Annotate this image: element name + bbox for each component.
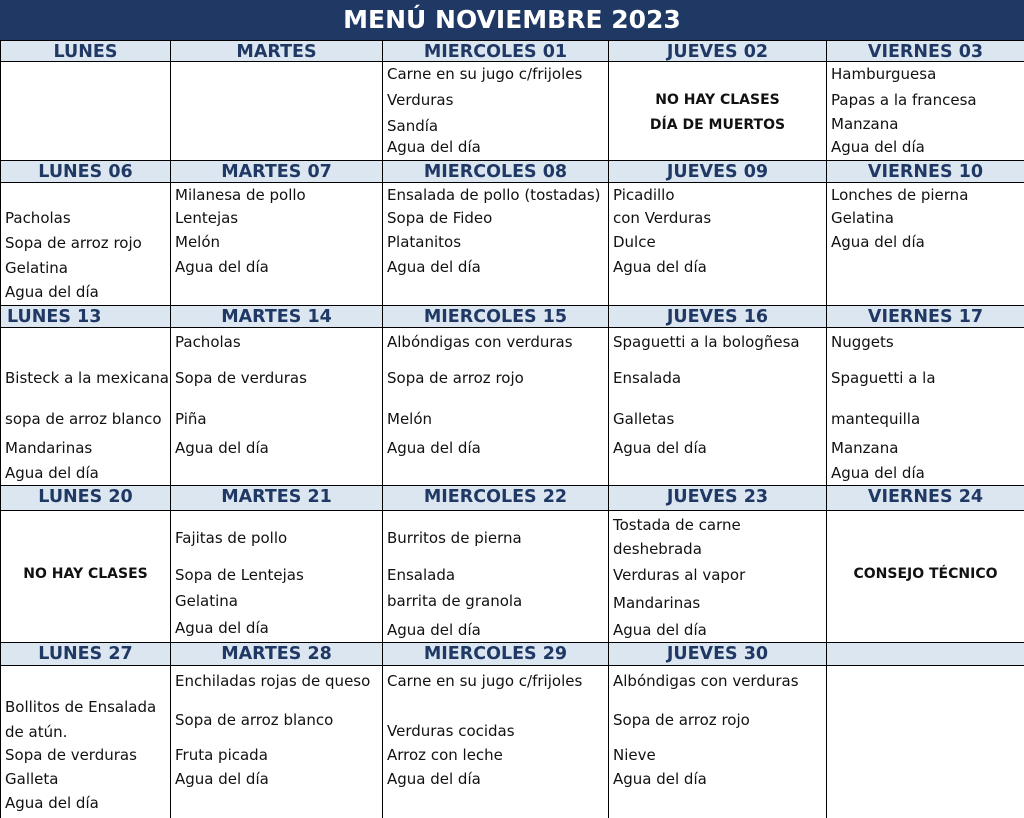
menu-item: Platanitos <box>387 233 462 251</box>
menu-item: Carne en su jugo c/frijoles <box>387 672 583 690</box>
menu-cell-jueves-23 <box>609 511 827 642</box>
menu-item: Agua del día <box>175 619 269 637</box>
menu-item: Bollitos de Ensalada <box>5 698 157 716</box>
menu-cell-lunes-06 <box>1 183 171 305</box>
menu-item: Agua del día <box>5 794 99 812</box>
menu-item: Fruta picada <box>175 746 268 764</box>
menu-item: Papas a la francesa <box>831 91 977 109</box>
menu-item: Sopa de verduras <box>5 746 137 764</box>
menu-cell-viernes-03 <box>827 62 1024 160</box>
menu-cell-jueves-30 <box>609 666 827 818</box>
menu-item: Burritos de pierna <box>387 529 522 547</box>
menu-cell-lunes-20 <box>1 511 171 642</box>
menu-item: Nieve <box>613 746 656 764</box>
menu-cell-viernes-10 <box>827 183 1024 305</box>
menu-item: Picadillo <box>613 186 675 204</box>
day-header: MARTES 14 <box>171 305 383 328</box>
notice-text: DÍA DE MUERTOS <box>649 117 786 133</box>
menu-item: Agua del día <box>175 439 269 457</box>
menu-item: Sopa de arroz rojo <box>613 711 750 729</box>
day-header: LUNES <box>1 40 171 62</box>
menu-cell-jueves-09 <box>609 183 827 305</box>
menu-item: Lentejas <box>175 209 239 227</box>
day-header: JUEVES 23 <box>609 485 827 511</box>
day-header: VIERNES 17 <box>827 305 1024 328</box>
menu-item: Gelatina <box>5 259 68 277</box>
menu-item: Agua del día <box>5 283 99 301</box>
day-header: MIERCOLES 22 <box>383 485 609 511</box>
day-header: MIERCOLES 29 <box>383 642 609 666</box>
notice-text: CONSEJO TÉCNICO <box>853 566 998 582</box>
day-header: VIERNES 24 <box>827 485 1024 511</box>
day-header: LUNES 20 <box>1 485 171 511</box>
menu-item: Verduras al vapor <box>613 566 746 584</box>
menu-item: Ensalada <box>387 566 456 584</box>
menu-cell-viernes-17 <box>827 328 1024 485</box>
menu-item: Agua del día <box>613 770 707 788</box>
day-header: VIERNES 10 <box>827 160 1024 183</box>
menu-item: Spaguetti a la bologñesa <box>613 333 800 351</box>
menu-item: Mandarinas <box>5 439 93 457</box>
day-header: MIERCOLES 08 <box>383 160 609 183</box>
day-header: JUEVES 30 <box>609 642 827 666</box>
menu-cell-miercoles-15 <box>383 328 609 485</box>
menu-item: Dulce <box>613 233 656 251</box>
day-header: MARTES 07 <box>171 160 383 183</box>
menu-cell-martes-07 <box>171 183 383 305</box>
menu-item: Melón <box>175 233 221 251</box>
menu-item: Mandarinas <box>613 594 701 612</box>
menu-cell-martes-21 <box>171 511 383 642</box>
menu-item: Sopa de arroz rojo <box>5 234 142 252</box>
menu-item: Sopa de arroz rojo <box>387 369 524 387</box>
menu-cell-lunes <box>1 62 171 160</box>
menu-item: Agua del día <box>175 258 269 276</box>
menu-cell-martes-28 <box>171 666 383 818</box>
day-header: MARTES <box>171 40 383 62</box>
menu-item: Manzana <box>831 115 899 133</box>
menu-item: Spaguetti a la <box>831 369 936 387</box>
menu-item: Sopa de verduras <box>175 369 307 387</box>
menu-cell-lunes-13 <box>1 328 171 485</box>
menu-item: Lonches de pierna <box>831 186 969 204</box>
menu-item: Gelatina <box>831 209 894 227</box>
menu-item: mantequilla <box>831 410 921 428</box>
menu-item: Agua del día <box>613 258 707 276</box>
page-title: MENÚ NOVIEMBRE 2023 <box>0 0 1024 40</box>
menu-item: Enchiladas rojas de queso <box>175 672 371 690</box>
menu-cell-empty <box>827 666 1024 818</box>
day-header: MARTES 28 <box>171 642 383 666</box>
menu-item: Agua del día <box>5 464 99 482</box>
menu-item: Sopa de Lentejas <box>175 566 304 584</box>
day-header: MIERCOLES 01 <box>383 40 609 62</box>
menu-item: Agua del día <box>831 233 925 251</box>
menu-cell-miercoles-29 <box>383 666 609 818</box>
menu-item: Agua del día <box>613 439 707 457</box>
menu-item: de atún. <box>5 723 68 741</box>
menu-cell-lunes-27 <box>1 666 171 818</box>
day-header: LUNES 06 <box>1 160 171 183</box>
menu-item: Pacholas <box>5 209 71 227</box>
menu-item: Galletas <box>613 410 675 428</box>
menu-item: Gelatina <box>175 592 238 610</box>
day-header: JUEVES 02 <box>609 40 827 62</box>
menu-cell-martes <box>171 62 383 160</box>
notice-text: NO HAY CLASES <box>655 92 780 108</box>
menu-item: Agua del día <box>387 258 481 276</box>
menu-item: Agua del día <box>613 621 707 639</box>
menu-item: Verduras cocidas <box>387 722 515 740</box>
menu-item: Albóndigas con verduras <box>387 333 573 351</box>
menu-item: Sopa de Fideo <box>387 209 493 227</box>
menu-item: Nuggets <box>831 333 894 351</box>
menu-item: con Verduras <box>613 209 712 227</box>
menu-item: Agua del día <box>387 138 481 156</box>
day-header: JUEVES 16 <box>609 305 827 328</box>
menu-item: Agua del día <box>387 770 481 788</box>
menu-item: Verduras <box>387 91 454 109</box>
menu-item: Pacholas <box>175 333 241 351</box>
menu-item: Agua del día <box>387 621 481 639</box>
menu-item: Sopa de arroz blanco <box>175 711 334 729</box>
menu-item: barrita de granola <box>387 592 523 610</box>
menu-item: Galleta <box>5 770 59 788</box>
menu-cell-miercoles-22 <box>383 511 609 642</box>
menu-table <box>0 40 1024 818</box>
menu-cell-viernes-24 <box>827 511 1024 642</box>
menu-item: deshebrada <box>613 540 702 558</box>
menu-item: Manzana <box>831 439 899 457</box>
menu-item: Albóndigas con verduras <box>613 672 799 690</box>
menu-item: sopa de arroz blanco <box>5 410 162 428</box>
menu-item: Ensalada de pollo (tostadas) <box>387 186 601 204</box>
menu-cell-miercoles-08 <box>383 183 609 305</box>
menu-item: Agua del día <box>175 770 269 788</box>
menu-item: Agua del día <box>831 464 925 482</box>
menu-item: Bisteck a la mexicana <box>5 369 169 387</box>
day-header <box>827 642 1024 666</box>
menu-item: Milanesa de pollo <box>175 186 306 204</box>
menu-item: Hamburguesa <box>831 65 937 83</box>
menu-item: Ensalada <box>613 369 682 387</box>
day-header: LUNES 27 <box>1 642 171 666</box>
notice-text: NO HAY CLASES <box>23 566 148 582</box>
day-header: LUNES 13 <box>1 305 171 328</box>
menu-item: Sandía <box>387 117 439 135</box>
menu-item: Arroz con leche <box>387 746 503 764</box>
menu-cell-jueves-16 <box>609 328 827 485</box>
menu-cell-miercoles-01 <box>383 62 609 160</box>
menu-item: Carne en su jugo c/frijoles <box>387 65 583 83</box>
menu-item: Fajitas de pollo <box>175 529 288 547</box>
day-header: MIERCOLES 15 <box>383 305 609 328</box>
menu-item: Agua del día <box>831 138 925 156</box>
menu-item: Agua del día <box>387 439 481 457</box>
menu-item: Piña <box>175 410 207 428</box>
day-header: JUEVES 09 <box>609 160 827 183</box>
menu-cell-martes-14 <box>171 328 383 485</box>
day-header: MARTES 21 <box>171 485 383 511</box>
day-header: VIERNES 03 <box>827 40 1024 62</box>
menu-item: Melón <box>387 410 433 428</box>
menu-item: Tostada de carne <box>613 516 741 534</box>
menu-cell-jueves-02 <box>609 62 827 160</box>
